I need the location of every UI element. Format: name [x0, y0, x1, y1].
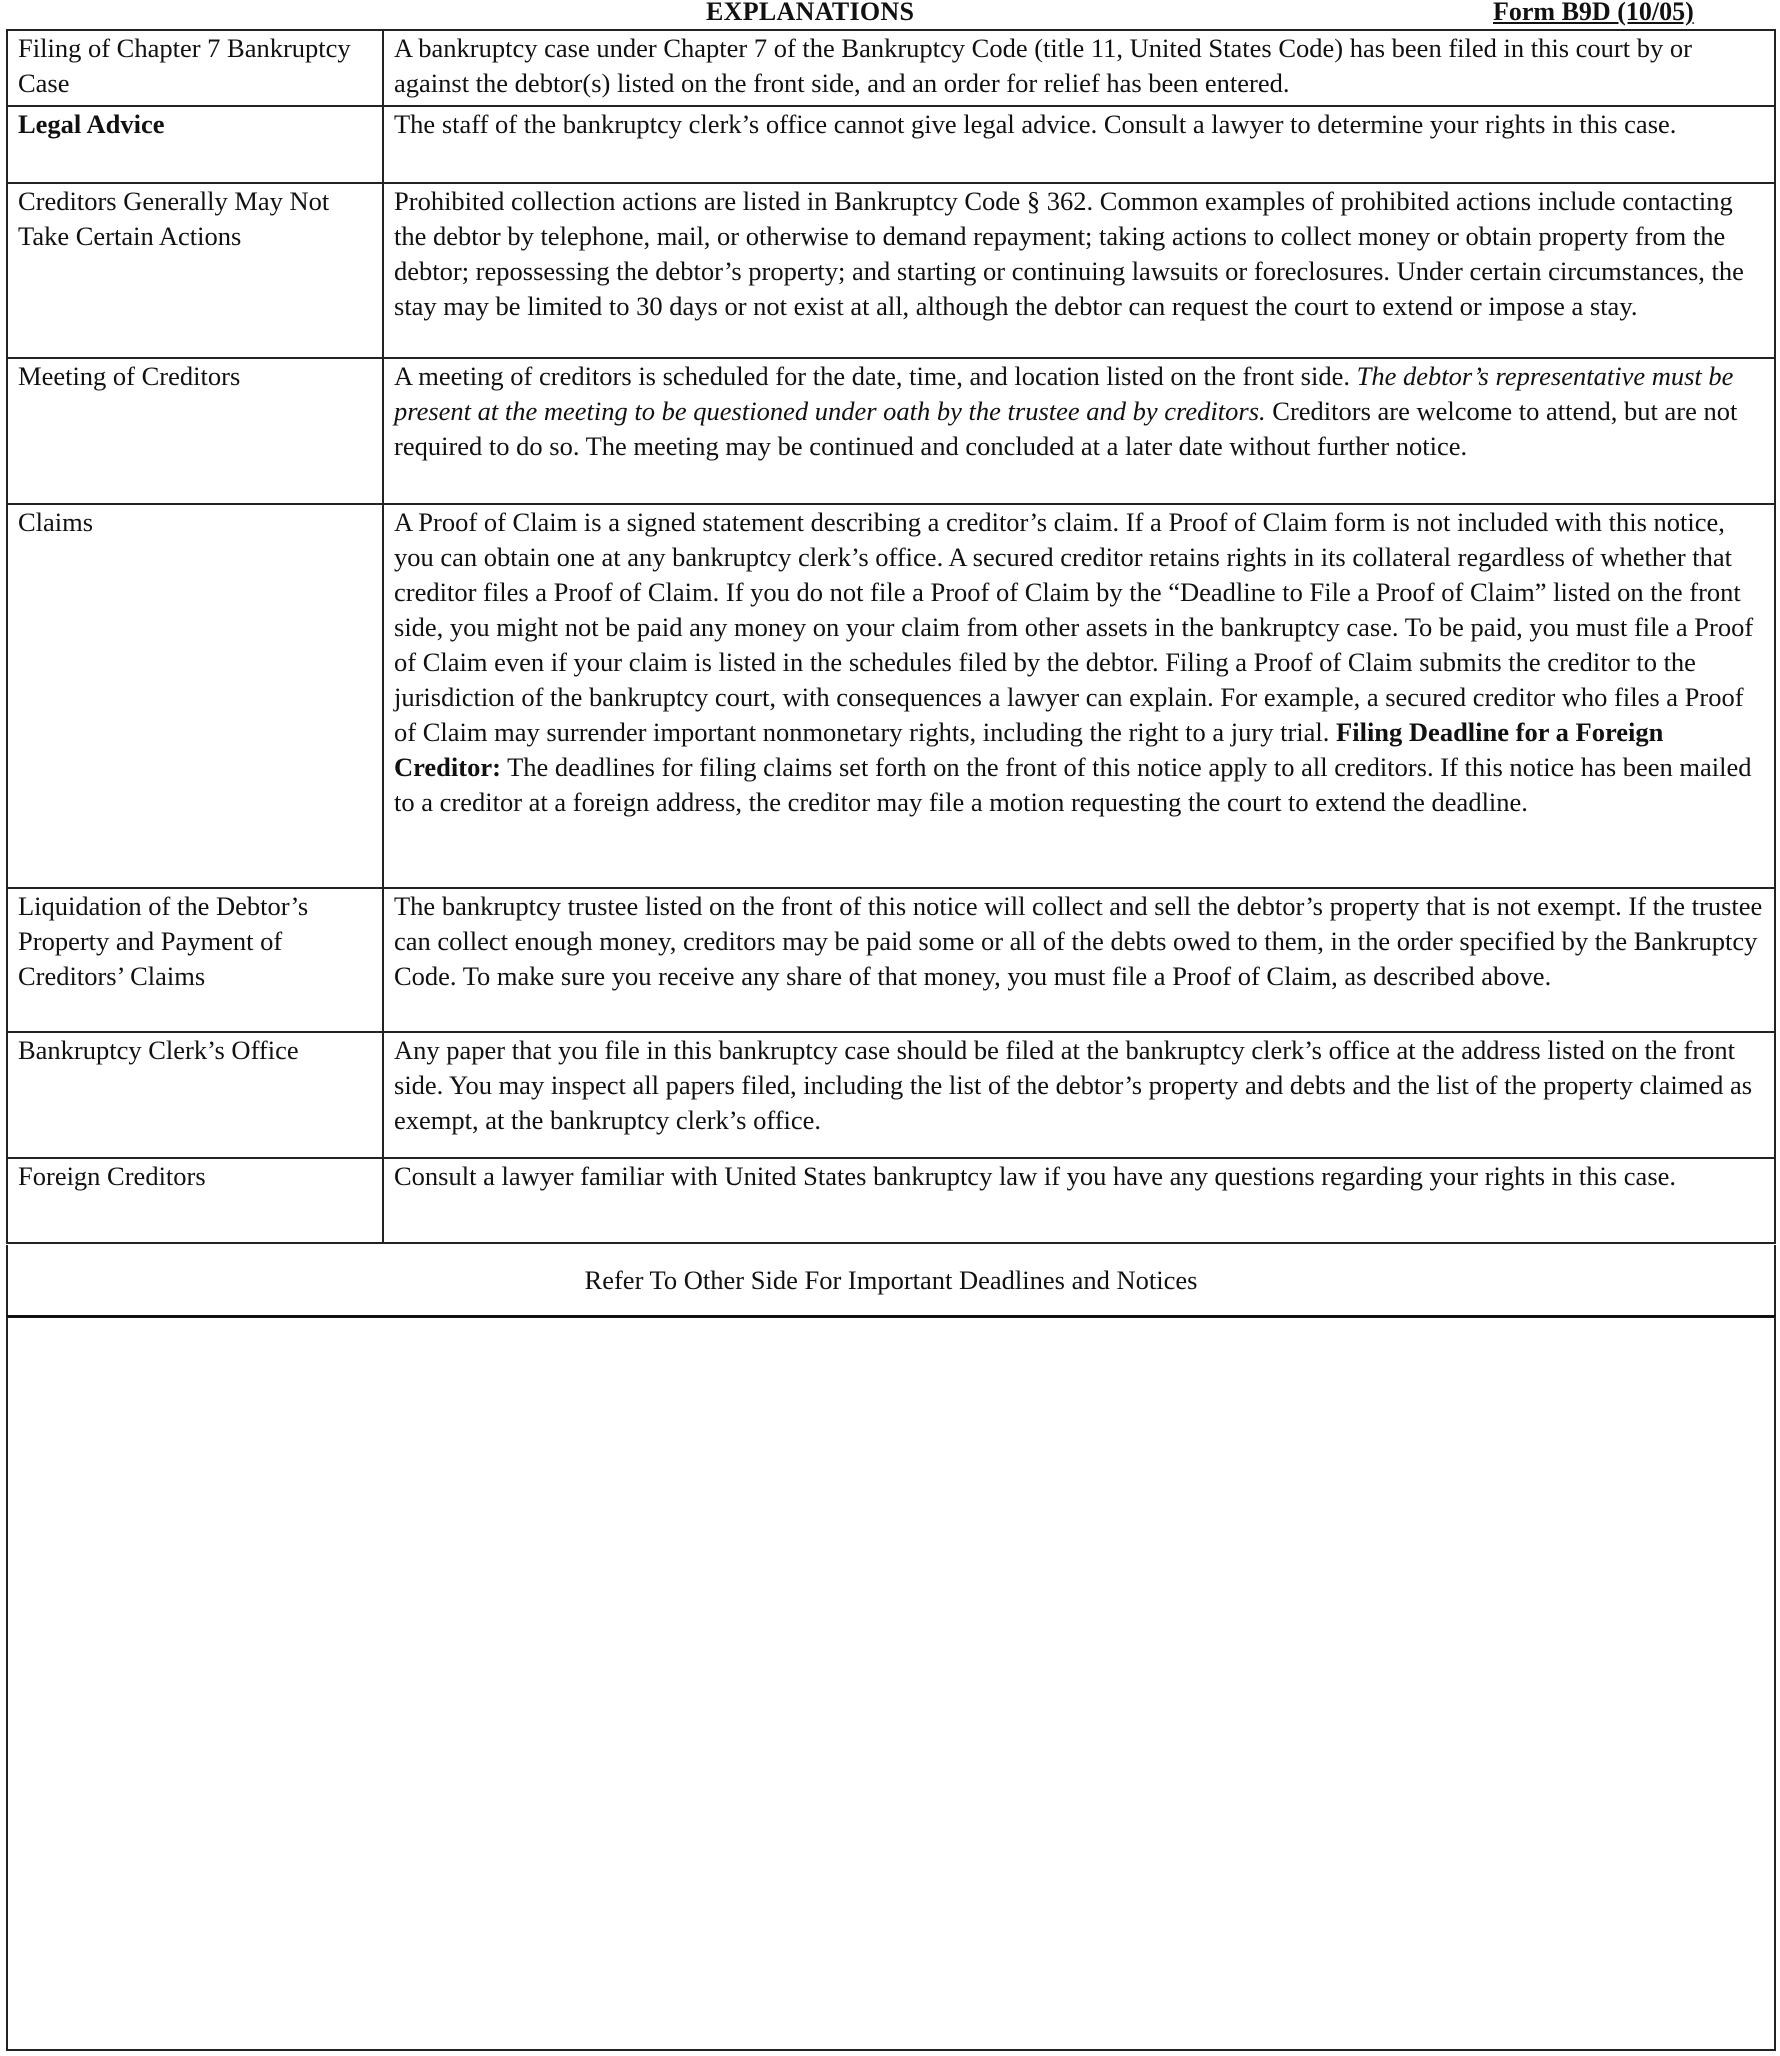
- form-number: Form B9D (10/05): [1493, 0, 1694, 26]
- explanation-text: A Proof of Claim is a signed statement describing a creditor’s claim. If a Proof of Claim form is not included with this notice, you can obtain one at any bankruptcy clerk’s office. A secured creditor retains rights in its collateral regardless of whether that creditor files a Proof of Claim. If you do not file a Proof of Claim by the “Deadline to File a Proof of Claim” listed on the front side, you might not be paid any money on your claim from other assets in the bankruptcy case. To be paid, you must file a Proof of Claim even if your claim is listed in the schedules filed by the debtor. Filing a Proof of Claim submits the creditor to the jurisdiction of the bankruptcy court, with consequences a lawyer can explain. For example, a secured creditor who files a Proof of Claim may surrender important nonmonetary rights, including the right to a jury trial.: [394, 507, 1754, 747]
- explanation-row: [7, 30, 1775, 106]
- explanation-text: Any paper that you file in this bankruptcy case should be filed at the bankruptcy clerk’s office at the address listed on the front side. You may inspect all papers filed, including the list of the debtor’s property and debts and the list of the property claimed as exempt, at the bankruptcy clerk’s office.: [394, 1035, 1753, 1135]
- row-label: Filing of Chapter 7 Bankruptcy Case: [7, 30, 383, 106]
- refer-notice-box: [6, 1245, 1776, 1317]
- page-header: [0, 0, 1780, 29]
- row-label: Meeting of Creditors: [7, 358, 383, 504]
- explanation-text: The deadlines for filing claims set forth on the front of this notice apply to all creditors. If this notice has been mailed to a creditor at a foreign address, the creditor may file a motion requesting the court to extend the deadline.: [394, 752, 1752, 817]
- row-explanation: [383, 1032, 1775, 1158]
- row-label: Claims: [7, 504, 383, 888]
- explanation-text: The staff of the bankruptcy clerk’s office cannot give legal advice. Consult a lawyer to determine your rights in this case.: [394, 109, 1677, 139]
- row-explanation: [383, 30, 1775, 106]
- explanation-row: [7, 358, 1775, 504]
- explanation-row: [7, 504, 1775, 888]
- explanation-row: [7, 1158, 1775, 1243]
- row-explanation: [383, 504, 1775, 888]
- refer-notice-text: Refer To Other Side For Important Deadlines and Notices: [584, 1264, 1198, 1295]
- explanation-text: The bankruptcy trustee listed on the front of this notice will collect and sell the debtor’s property that is not exempt. If the trustee can collect enough money, creditors may be paid some or all of the debts owed to them, in the order specified by the Bankruptcy Code. To make sure you receive any share of that money, you must file a Proof of Claim, as described above.: [394, 891, 1763, 991]
- explanation-row: [7, 106, 1775, 183]
- row-label: Bankruptcy Clerk’s Office: [7, 1032, 383, 1158]
- explanation-row: [7, 888, 1775, 1032]
- explanation-text: A bankruptcy case under Chapter 7 of the Bankruptcy Code (title 11, United States Code) has been filed in this court by or against the debtor(s) listed on the front side, and an order for relief has been entered.: [394, 33, 1692, 98]
- explanation-text: Consult a lawyer familiar with United States bankruptcy law if you have any questions regarding your rights in this case.: [394, 1161, 1677, 1191]
- bold-emphasis-text: Filing Deadline for a Foreign Creditor:: [394, 717, 1664, 782]
- row-explanation: [383, 183, 1775, 358]
- blank-area-box: [6, 1315, 1776, 2051]
- explanation-row: [7, 1032, 1775, 1158]
- row-explanation: [383, 358, 1775, 504]
- row-explanation: [383, 888, 1775, 1032]
- explanations-table-body: [7, 30, 1775, 1243]
- row-label: Liquidation of the Debtor’s Property and Payment of Creditors’ Claims: [7, 888, 383, 1032]
- page-title: EXPLANATIONS: [706, 0, 915, 26]
- explanation-row: [7, 183, 1775, 358]
- row-label: Foreign Creditors: [7, 1158, 383, 1243]
- explanation-text: A meeting of creditors is scheduled for the date, time, and location listed on the front side.: [394, 361, 1357, 391]
- row-label: Legal Advice: [7, 106, 383, 183]
- row-explanation: [383, 1158, 1775, 1243]
- explanation-text: Creditors are welcome to attend, but are not required to do so. The meeting may be continued and concluded at a later date without further notice.: [394, 396, 1738, 461]
- explanation-text: Prohibited collection actions are listed in Bankruptcy Code § 362. Common examples of prohibited actions include contacting the debtor by telephone, mail, or otherwise to demand repayment; taking actions to collect money or obtain property from the debtor; repossessing the debtor’s property; and starting or continuing lawsuits or foreclosures. Under certain circumstances, the stay may be limited to 30 days or not exist at all, although the debtor can request the court to extend or impose a stay.: [394, 186, 1744, 321]
- row-label: Creditors Generally May Not Take Certain Actions: [7, 183, 383, 358]
- explanations-table: [6, 29, 1776, 1244]
- italic-emphasis-text: The debtor’s representative must be present at the meeting to be questioned under oath by the trustee and by creditors.: [394, 361, 1734, 426]
- row-explanation: [383, 106, 1775, 183]
